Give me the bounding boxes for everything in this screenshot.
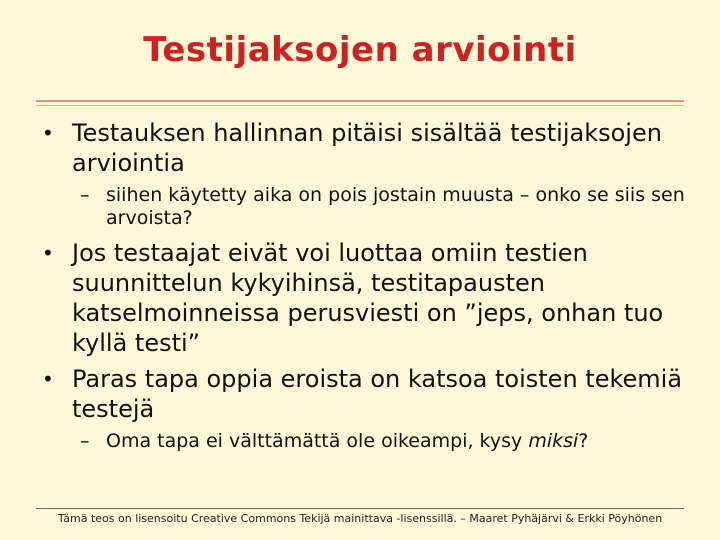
slide-body [36,118,696,461]
footer-divider [36,508,684,509]
sub-bullet-text-start: Oma tapa ei välttämättä ole oikeampi, kysy [106,430,529,452]
bullet-item [36,118,696,178]
slide-title: Testijaksojen arviointi [143,30,577,70]
sub-bullet-text-end: ? [578,430,589,452]
sub-bullet-marker: – [80,430,90,452]
sub-bullet-item [36,184,696,230]
sub-bullet-text [106,430,588,452]
bullet-text: Jos testaajat eivät voi luottaa omiin testien suunnittelun kykyihinsä, testitapausten katselmoinneissa perusviesti on ”jeps, onhan tuo kyllä testi” [72,239,664,357]
bullet-text: Paras tapa oppia eroista on katsoa toisten tekemiä testejä [72,365,683,423]
sub-bullet-emphasis: miksi [528,430,579,452]
sub-bullet-marker: – [80,184,90,206]
bullet-marker: • [42,121,54,145]
bullet-item [36,238,696,358]
title-divider-secondary [36,105,684,106]
bullet-item [36,364,696,424]
license-footer: Tämä teos on lisensoitu Creative Commons Tekijä mainittava -lisenssillä. – Maaret Pyhäjärvi & Erkki Pöyhönen [57,512,663,525]
sub-bullet-text: siihen käytetty aika on pois jostain muusta – onko se siis sen arvoista? [106,184,685,229]
bullet-marker: • [42,241,54,265]
bullet-text: Testauksen hallinnan pitäisi sisältää testijaksojen arviointia [72,119,662,177]
sub-bullet-item [36,430,696,453]
title-divider [36,100,684,102]
bullet-marker: • [42,367,54,391]
